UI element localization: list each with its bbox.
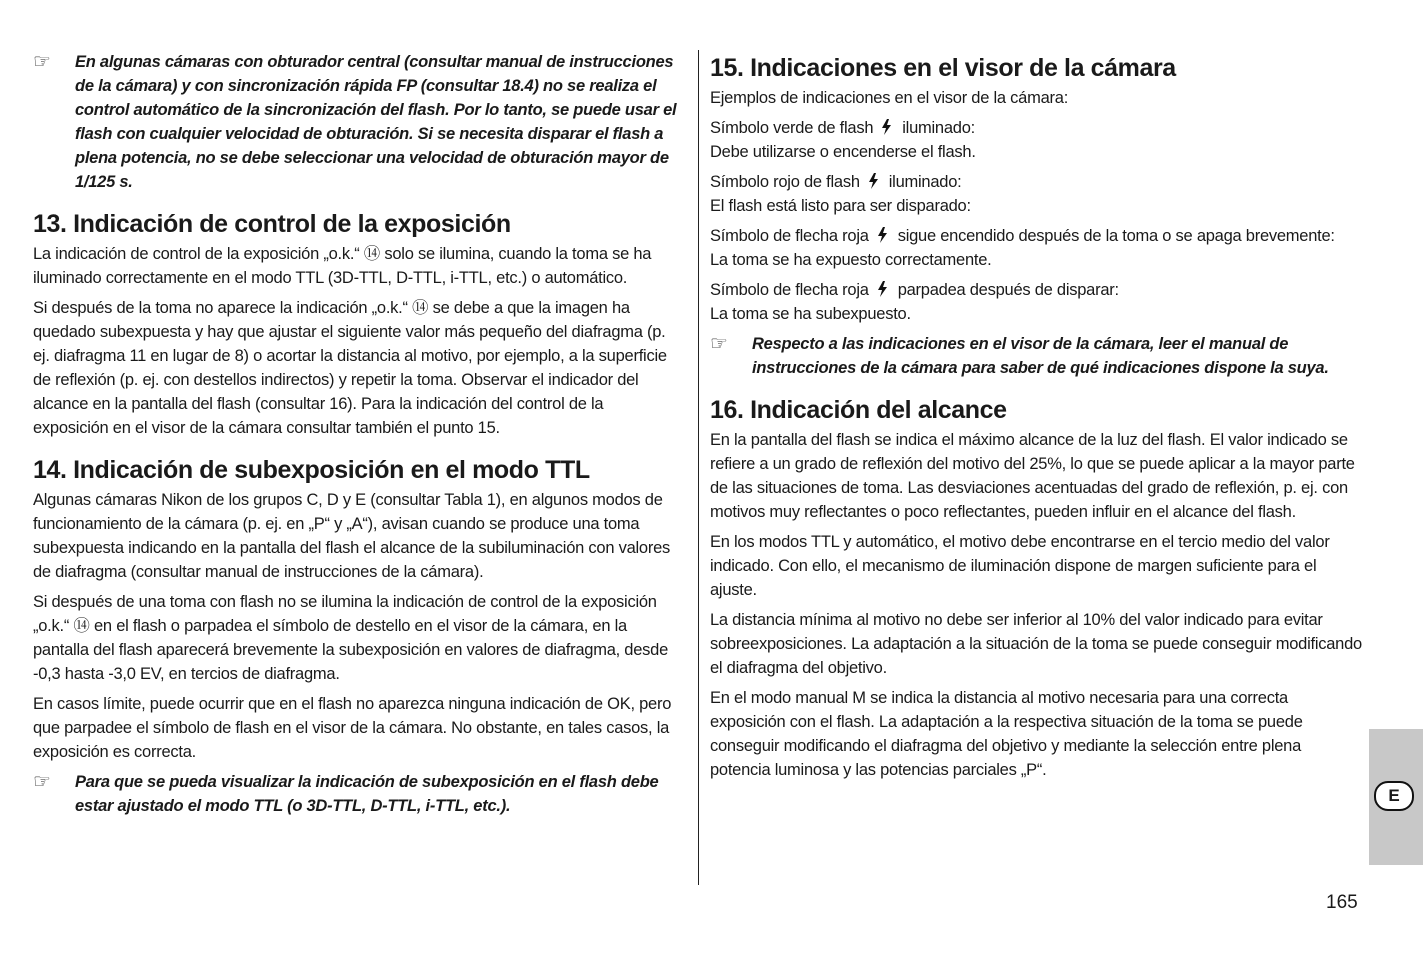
- viewfinder-red-flash: Símbolo rojo de flash iluminado: El flash está listo para ser disparado:: [710, 170, 1365, 218]
- viewfinder-arrow-blinking: Símbolo de flecha roja parpadea después de disparar: La toma se ha subexpuesto.: [710, 278, 1365, 326]
- section-13-paragraph: La indicación de control de la exposición „o.k.“ ⑭ solo se ilumina, cuando la toma se ha iluminado correctamente en el modo TTL (3D-TTL, D-TTL, i-TTL, etc.) o automático.: [33, 245, 652, 287]
- section-16-paragraph: La distancia mínima al motivo no debe ser inferior al 10% del valor indicado para evitar sobreexposiciones. La adaptación a la situación de la toma se puede conseguir modificando el diafragma del objetivo.: [710, 611, 1362, 677]
- section-16-paragraph: En la pantalla del flash se indica el máximo alcance de la luz del flash. El valor indicado se refiere a un grado de reflexión del motivo del 25%, lo que se puede aplicar a la mayor parte de las situaciones de toma. Las desviaciones acentuadas del grado de reflexión, p. ej. con motivos muy reflectantes o poco reflectantes, pueden influir en el alcance del flash.: [710, 431, 1355, 521]
- pointing-hand-icon: ☞: [710, 333, 728, 355]
- note-text: Respecto a las indicaciones en el visor de la cámara, leer el manual de instrucciones de la cámara para saber de qué indicaciones dispone la suya.: [752, 335, 1329, 377]
- note-text: Para que se pueda visualizar la indicación de subexposición en el flash debe estar ajustado el modo TTL (o 3D-TTL, D-TTL, i-TTL, etc.).: [75, 773, 659, 815]
- section-15-title: 15. Indicaciones en el visor de la cámara: [710, 54, 1176, 82]
- section-16-title: 16. Indicación del alcance: [710, 396, 1007, 424]
- flash-symbol-icon: [868, 173, 879, 189]
- section-14-paragraph: En casos límite, puede ocurrir que en el flash no aparezca ninguna indicación de OK, pero que parpadee el símbolo de flash en el visor de la cámara. No obstante, en tales casos, la exposición es correcta.: [33, 695, 672, 761]
- section-14-paragraph: Si después de una toma con flash no se ilumina la indicación de control de la exposición „o.k.“ ⑭ en el flash o parpadea el símbolo de destello en el visor de la cámara, en la pantalla del flash aparecerá brevemente la subexposición en valores de diafragma, desde -0,3 hasta -3,0 EV, en tercios de diafragma.: [33, 593, 668, 683]
- flash-symbol-icon: [877, 227, 888, 243]
- right-column: [710, 50, 1365, 788]
- section-13-paragraph: Si después de la toma no aparece la indicación „o.k.“ ⑭ se debe a que la imagen ha quedado subexpuesta y hay que ajustar el siguiente valor más pequeño del diafragma (p. ej. diafragma 11 en lugar de 8) o acortar la distancia al motivo, por ejemplo, a la superficie de reflexión (p. ej. con destellos indirectos) y repetir la toma. Observar el indicador del alcance en la pantalla del flash (consultar 16). Para la indicación del control de la exposición en el visor de la cámara consultar también el punto 15.: [33, 299, 667, 437]
- note-central-shutter: [33, 50, 683, 194]
- section-16-paragraph: En los modos TTL y automático, el motivo debe encontrarse en el tercio medio del valor indicado. Con ello, el mecanismo de iluminación dispone de margen suficiente para el ajuste.: [710, 533, 1330, 599]
- language-tab-letter: E: [1374, 781, 1414, 811]
- viewfinder-meaning: La toma se ha subexpuesto.: [710, 305, 911, 323]
- section-16-paragraph: En el modo manual M se indica la distancia al motivo necesaria para una correcta exposición con el flash. La adaptación a la respectiva situación de la toma se puede conseguir modificando el diafragma del objetivo y mediante la selección entre plena potencia luminosa y las potencias parciales „P“.: [710, 689, 1303, 779]
- section-13-title: 13. Indicación de control de la exposición: [33, 210, 511, 238]
- left-column: [33, 50, 683, 824]
- viewfinder-meaning: Debe utilizarse o encenderse el flash.: [710, 143, 976, 161]
- note-text: En algunas cámaras con obturador central (consultar manual de instrucciones de la cámara) y con sincronización rápida FP (consultar 18.4) no se realiza el control automático de la sincronización del flash. Por lo tanto, se puede usar el flash con cualquier velocidad de obturación. Si se necesita disparar el flash a plena potencia, no se debe seleccionar una velocidad de obturación mayor de 1/125 s.: [75, 53, 677, 191]
- section-14-paragraph: Algunas cámaras Nikon de los grupos C, D y E (consultar Tabla 1), en algunos modos de funcionamiento de la cámara (p. ej. en „P“ y „A“), avisan cuando se produce una toma subexpuesta indicando en la pantalla del flash el alcance de la subiluminación con valores de diafragma (consultar manual de instrucciones de la cámara).: [33, 491, 671, 581]
- pointing-hand-icon: ☞: [33, 771, 51, 793]
- flash-symbol-icon: [877, 281, 888, 297]
- note-ttl-mode: [33, 770, 683, 818]
- pointing-hand-icon: ☞: [33, 51, 51, 73]
- page-number: 165: [1326, 892, 1358, 913]
- viewfinder-meaning: El flash está listo para ser disparado:: [710, 197, 971, 215]
- viewfinder-arrow-steady: Símbolo de flecha roja sigue encendido después de la toma o se apaga brevemente: La toma se ha expuesto correctamente.: [710, 224, 1365, 272]
- viewfinder-green-flash: Símbolo verde de flash iluminado: Debe utilizarse o encenderse el flash.: [710, 116, 1365, 164]
- section-15-intro: Ejemplos de indicaciones en el visor de la cámara:: [710, 89, 1069, 107]
- viewfinder-meaning: La toma se ha expuesto correctamente.: [710, 251, 992, 269]
- flash-symbol-icon: [881, 119, 892, 135]
- note-camera-manual: [710, 332, 1365, 380]
- section-14-title: 14. Indicación de subexposición en el modo TTL: [33, 456, 590, 484]
- column-divider: [698, 50, 699, 885]
